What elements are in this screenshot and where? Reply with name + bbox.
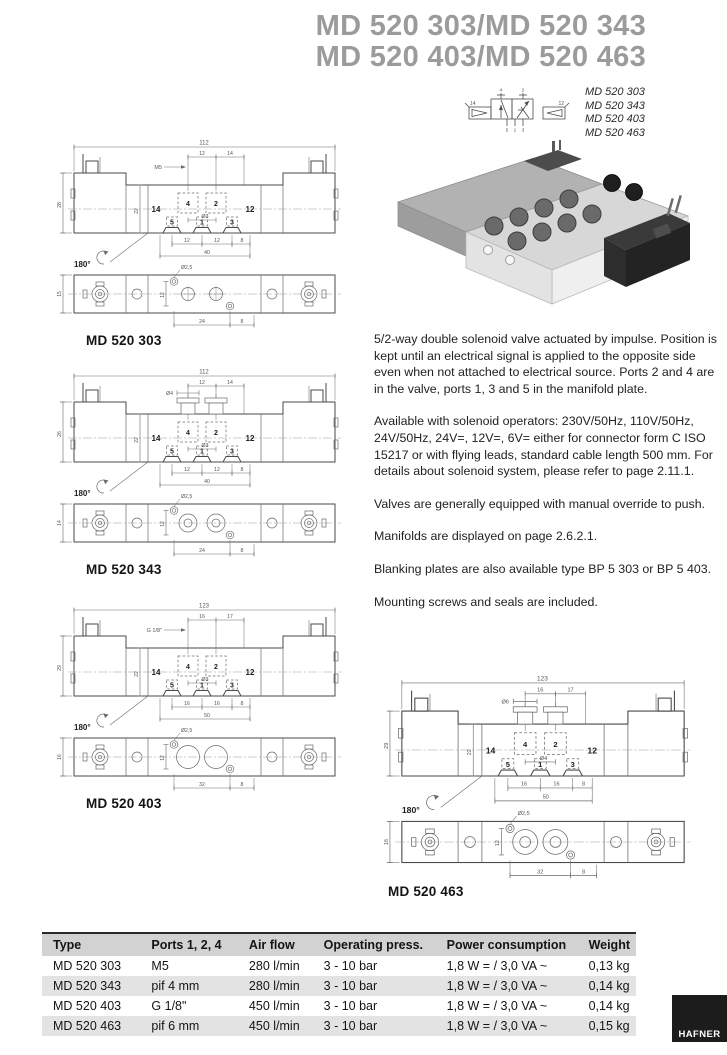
svg-text:1: 1 xyxy=(200,448,204,456)
svg-text:14: 14 xyxy=(151,205,161,214)
svg-text:123: 123 xyxy=(537,675,548,683)
svg-text:22: 22 xyxy=(467,749,474,756)
svg-text:8: 8 xyxy=(581,781,586,788)
svg-text:Ø3: Ø3 xyxy=(201,214,209,220)
svg-text:8: 8 xyxy=(240,238,244,244)
svg-text:4: 4 xyxy=(523,739,528,749)
technical-drawing-md-520-463 xyxy=(378,670,708,882)
svg-text:29: 29 xyxy=(57,665,63,671)
spec-cell: 280 l/min xyxy=(248,959,300,973)
description-paragraph: 5/2-way double solenoid valve actuated by impulse. Position is kept until an electrical signal is applied to the opposite side even when not attached to electrical source. Ports 2 and 4 are in the valve, ports 1, 3 and 5 in the manifold plate. xyxy=(374,332,718,396)
svg-text:8: 8 xyxy=(240,319,244,325)
spec-cell: MD 520 343 xyxy=(42,976,145,996)
product-photo xyxy=(386,140,718,326)
svg-text:3: 3 xyxy=(570,759,575,769)
svg-text:180°: 180° xyxy=(74,723,91,732)
svg-text:2: 2 xyxy=(214,201,218,208)
svg-text:Ø2,5: Ø2,5 xyxy=(181,728,193,734)
technical-drawing-md-520-303 xyxy=(52,135,357,331)
spec-cell: G 1/8" xyxy=(151,999,187,1013)
svg-text:Ø3: Ø3 xyxy=(201,677,209,683)
svg-text:Ø4: Ø4 xyxy=(539,755,548,762)
svg-text:12: 12 xyxy=(245,434,255,443)
svg-text:112: 112 xyxy=(199,369,209,376)
description-paragraph: Available with solenoid operators: 230V/50Hz, 110V/50Hz, 24V/50Hz, 24V=, 12V=, 6V= either for connector form C ISO 15217 or with flying leads, standard cable length 500 mm. For details about solenoid system, please refer to page 2.11.1. xyxy=(374,414,713,479)
svg-text:12: 12 xyxy=(199,380,205,386)
svg-text:28: 28 xyxy=(57,202,63,208)
svg-text:Ø4: Ø4 xyxy=(166,391,173,397)
spec-cell: 1,8 W = / 3,0 VA ~ xyxy=(446,959,548,973)
svg-text:1: 1 xyxy=(538,759,543,769)
technical-drawing-md-520-403 xyxy=(52,598,357,794)
column-header-4: Power consumption xyxy=(441,933,583,956)
spec-cell: 1,8 W = / 3,0 VA ~ xyxy=(441,976,583,996)
svg-text:112: 112 xyxy=(199,140,209,147)
drawing-caption: MD 520 463 xyxy=(388,884,464,899)
svg-text:40: 40 xyxy=(204,250,210,256)
svg-text:12: 12 xyxy=(495,840,502,847)
svg-text:50: 50 xyxy=(542,794,549,801)
svg-text:8: 8 xyxy=(240,782,244,788)
page-title-line2: MD 520 403/MD 520 463 xyxy=(315,41,646,73)
svg-text:3: 3 xyxy=(230,682,234,690)
svg-text:16: 16 xyxy=(520,781,528,788)
spec-header-row xyxy=(42,933,636,956)
description-paragraph: Blanking plates are also available type BP 5 303 or BP 5 403. xyxy=(374,561,712,576)
svg-text:16: 16 xyxy=(57,754,63,760)
svg-text:12: 12 xyxy=(245,205,255,214)
svg-text:180°: 180° xyxy=(74,489,91,498)
svg-text:12: 12 xyxy=(214,238,220,244)
svg-text:1: 1 xyxy=(200,682,204,690)
svg-text:22: 22 xyxy=(134,671,140,677)
hafner-logo xyxy=(672,995,727,1042)
svg-text:16: 16 xyxy=(537,687,544,694)
svg-text:12: 12 xyxy=(160,521,166,527)
svg-text:14: 14 xyxy=(151,668,161,677)
svg-text:2: 2 xyxy=(521,88,525,94)
spec-cell: 1,8 W = / 3,0 VA ~ xyxy=(441,1016,583,1036)
svg-text:Ø2,5: Ø2,5 xyxy=(517,810,530,817)
svg-text:4: 4 xyxy=(186,430,190,437)
svg-text:1: 1 xyxy=(513,128,517,134)
spec-row-0 xyxy=(42,956,636,976)
svg-text:180°: 180° xyxy=(401,804,420,815)
column-header-1: Ports 1, 2, 4 xyxy=(145,933,243,956)
svg-text:1: 1 xyxy=(200,219,204,227)
spec-cell: pif 6 mm xyxy=(145,1016,243,1036)
spec-cell: 3 - 10 bar xyxy=(318,1016,441,1036)
spec-table xyxy=(42,932,636,1036)
svg-text:8: 8 xyxy=(581,869,586,876)
spec-cell: 1,8 W = / 3,0 VA ~ xyxy=(446,999,548,1013)
svg-text:G 1/8": G 1/8" xyxy=(146,628,162,634)
svg-text:8: 8 xyxy=(240,548,244,554)
svg-text:4: 4 xyxy=(186,201,190,208)
svg-text:8: 8 xyxy=(240,701,244,707)
svg-text:12: 12 xyxy=(160,755,166,761)
svg-text:14: 14 xyxy=(151,434,161,443)
svg-text:40: 40 xyxy=(204,479,210,485)
svg-text:15: 15 xyxy=(57,291,63,297)
svg-text:16: 16 xyxy=(553,781,560,788)
spec-row-1 xyxy=(42,976,636,996)
svg-text:M5: M5 xyxy=(154,165,162,171)
spec-cell: MD 520 303 xyxy=(53,959,122,973)
model-label: MD 520 303 xyxy=(585,86,645,98)
spec-cell: 450 l/min xyxy=(248,999,300,1013)
svg-text:5: 5 xyxy=(170,219,174,227)
svg-text:12: 12 xyxy=(160,292,166,298)
column-header-3: Operating press. xyxy=(318,933,441,956)
svg-text:32: 32 xyxy=(537,869,544,876)
spec-row-3 xyxy=(42,1016,636,1036)
description-paragraph: Manifolds are displayed on page 2.6.2.1. xyxy=(374,529,598,544)
svg-text:16: 16 xyxy=(214,701,220,707)
spec-row-2 xyxy=(42,996,636,1016)
svg-text:12: 12 xyxy=(214,467,220,473)
svg-text:Ø2,5: Ø2,5 xyxy=(181,265,193,271)
svg-text:3: 3 xyxy=(230,219,234,227)
svg-text:123: 123 xyxy=(198,603,210,610)
svg-text:Ø3: Ø3 xyxy=(201,443,209,449)
svg-text:2: 2 xyxy=(553,739,558,749)
svg-text:16: 16 xyxy=(199,614,205,620)
svg-text:32: 32 xyxy=(199,782,205,788)
svg-text:8: 8 xyxy=(240,467,244,473)
svg-text:3: 3 xyxy=(521,128,525,134)
svg-text:29: 29 xyxy=(383,742,390,749)
column-header-2: Air flow xyxy=(243,933,318,956)
svg-text:14: 14 xyxy=(227,380,233,386)
svg-text:5: 5 xyxy=(505,128,509,134)
model-label: MD 520 463 xyxy=(585,126,645,139)
svg-text:180°: 180° xyxy=(74,260,91,269)
svg-text:12: 12 xyxy=(199,151,205,157)
svg-text:14: 14 xyxy=(227,151,233,157)
svg-text:14: 14 xyxy=(485,745,496,756)
spec-cell: 3 - 10 bar xyxy=(318,976,441,996)
spec-cell: 3 - 10 bar xyxy=(323,999,378,1013)
spec-cell: M5 xyxy=(151,959,169,973)
model-label: MD 520 403 xyxy=(585,113,645,125)
svg-text:3: 3 xyxy=(230,448,234,456)
description-paragraph: Valves are generally equipped with manual override to push. xyxy=(374,496,706,511)
spec-cell: MD 520 403 xyxy=(53,999,122,1013)
spec-cell: pif 4 mm xyxy=(145,976,243,996)
svg-text:22: 22 xyxy=(134,208,140,214)
svg-text:5: 5 xyxy=(170,682,174,690)
svg-text:5: 5 xyxy=(170,448,174,456)
column-header-5: Weight xyxy=(583,933,636,956)
column-header-0: Type xyxy=(42,933,145,956)
description xyxy=(374,331,721,626)
svg-text:14: 14 xyxy=(57,520,63,526)
spec-cell: 450 l/min xyxy=(243,1016,318,1036)
valve-circuit-symbol xyxy=(461,85,576,137)
page-title xyxy=(316,11,646,73)
svg-text:17: 17 xyxy=(567,687,574,694)
svg-text:12: 12 xyxy=(558,101,564,107)
logo-text: HAFNER xyxy=(678,1029,721,1040)
svg-text:22: 22 xyxy=(134,437,140,443)
spec-cell: 0,14 kg xyxy=(588,999,630,1013)
description-paragraph: Mounting screws and seals are included. xyxy=(374,594,598,609)
symbol-model-list xyxy=(585,86,645,140)
svg-text:Ø6: Ø6 xyxy=(501,699,509,706)
svg-text:14: 14 xyxy=(470,101,476,107)
spec-cell: 0,13 kg xyxy=(588,959,630,973)
svg-text:2: 2 xyxy=(214,430,218,437)
svg-text:16: 16 xyxy=(383,838,390,845)
spec-cell: 0,15 kg xyxy=(583,1016,636,1036)
spec-cell: 0,14 kg xyxy=(583,976,636,996)
spec-cell: 280 l/min xyxy=(243,976,318,996)
svg-text:2: 2 xyxy=(214,664,218,671)
svg-text:5: 5 xyxy=(505,759,510,769)
spec-cell: 3 - 10 bar xyxy=(323,959,378,973)
svg-text:24: 24 xyxy=(199,548,205,554)
drawing-caption: MD 520 303 xyxy=(86,333,162,348)
svg-text:24: 24 xyxy=(199,319,205,325)
svg-text:12: 12 xyxy=(587,745,598,756)
page-title-line1: MD 520 303/MD 520 343 xyxy=(315,10,646,42)
svg-text:12: 12 xyxy=(184,238,190,244)
svg-text:16: 16 xyxy=(184,701,190,707)
spec-cell: MD 520 463 xyxy=(42,1016,145,1036)
svg-text:50: 50 xyxy=(204,713,210,719)
svg-text:17: 17 xyxy=(227,614,233,620)
drawing-caption: MD 520 403 xyxy=(86,796,162,811)
drawing-caption: MD 520 343 xyxy=(86,562,162,577)
svg-text:Ø2,5: Ø2,5 xyxy=(181,494,193,500)
svg-text:26: 26 xyxy=(57,431,63,437)
svg-text:4: 4 xyxy=(499,88,503,94)
technical-drawing-md-520-343 xyxy=(52,364,357,560)
model-label: MD 520 343 xyxy=(585,99,645,112)
svg-text:12: 12 xyxy=(245,668,255,677)
svg-text:12: 12 xyxy=(184,467,190,473)
svg-text:4: 4 xyxy=(186,664,190,671)
